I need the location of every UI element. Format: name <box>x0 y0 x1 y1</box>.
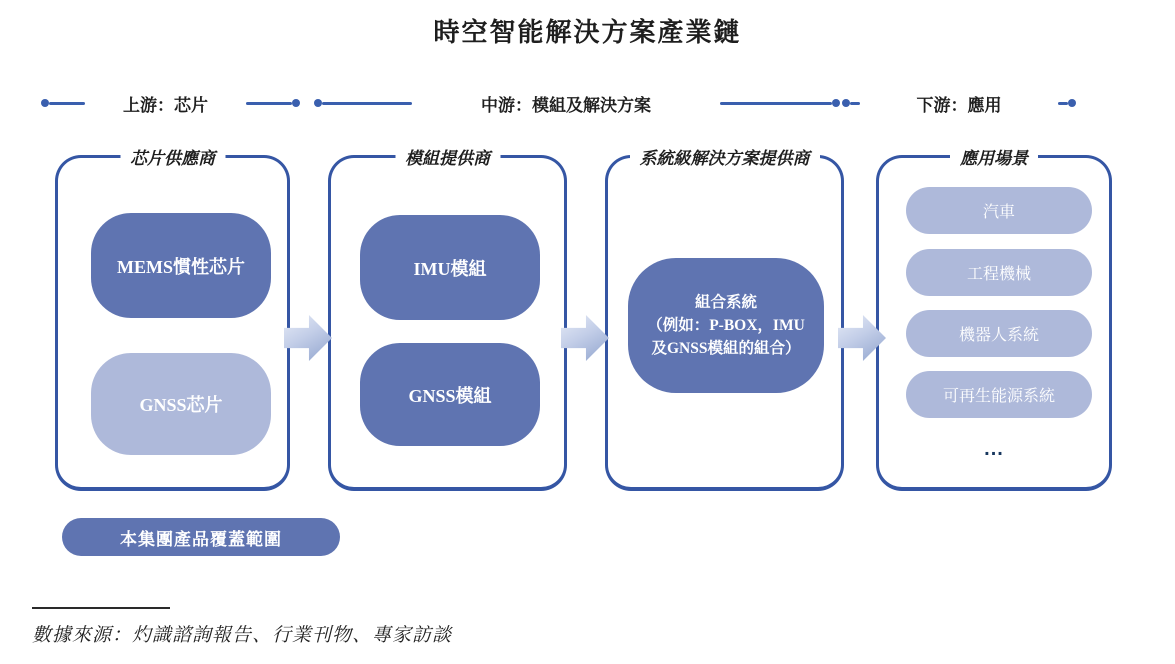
stage-label-upstream: 上游：芯片 <box>123 95 208 115</box>
stage-label-midstream: 中游：模組及解決方案 <box>481 95 651 115</box>
page-title: 時空智能解決方案產業鏈 <box>433 17 742 47</box>
source-divider <box>32 607 170 609</box>
column-header: 芯片供應商 <box>120 144 225 169</box>
node-imu-module: IMU模組 <box>360 215 540 320</box>
legend-group-coverage: 本集團產品覆蓋範圍 <box>62 518 340 556</box>
segment-end-dot <box>1068 99 1076 107</box>
segment-start-dot <box>842 99 850 107</box>
combined-system-line: （例如：P-BOX，IMU <box>647 317 805 334</box>
segment-line <box>850 102 860 105</box>
node-robotics-systems: 機器人系統 <box>906 310 1092 357</box>
column-system-solution-providers <box>605 149 844 491</box>
combined-system-line: 組合系統 <box>694 294 757 311</box>
segment-start-dot <box>41 99 49 107</box>
right-arrow-icon <box>561 314 609 362</box>
column-chip-suppliers <box>55 149 290 491</box>
stage-upstream <box>41 91 300 115</box>
stage-downstream <box>842 91 1076 115</box>
column-header: 模組提供商 <box>395 144 500 169</box>
column-application-scenarios <box>876 149 1112 491</box>
node-combined-system <box>628 258 824 393</box>
combined-system-line: 及GNSS模組的組合） <box>651 340 801 357</box>
stage-midstream <box>314 91 840 115</box>
segment-end-dot <box>832 99 840 107</box>
right-arrow-icon <box>284 314 332 362</box>
stage-label-downstream: 下游：應用 <box>916 95 1002 115</box>
segment-start-dot <box>314 99 322 107</box>
data-source-note: 數據來源：灼識諮詢報告、行業刊物、專家訪談 <box>32 625 453 646</box>
column-header: 系統級解決方案提供商 <box>630 144 820 169</box>
segment-line <box>1058 102 1068 105</box>
node-renewable-energy-systems: 可再生能源系統 <box>906 371 1092 418</box>
column-header: 應用場景 <box>950 144 1038 169</box>
segment-line <box>720 102 832 105</box>
segment-line <box>246 102 292 105</box>
segment-line <box>322 102 412 105</box>
node-automotive: 汽車 <box>906 187 1092 234</box>
node-gnss-chip: GNSS芯片 <box>91 353 271 455</box>
node-gnss-module: GNSS模組 <box>360 343 540 446</box>
node-mems-inertial-chip: MEMS慣性芯片 <box>91 213 271 318</box>
ellipsis-more: ... <box>984 438 1004 460</box>
segment-line <box>49 102 85 105</box>
node-construction-machinery: 工程機械 <box>906 249 1092 296</box>
segment-end-dot <box>292 99 300 107</box>
column-module-providers <box>328 149 567 491</box>
